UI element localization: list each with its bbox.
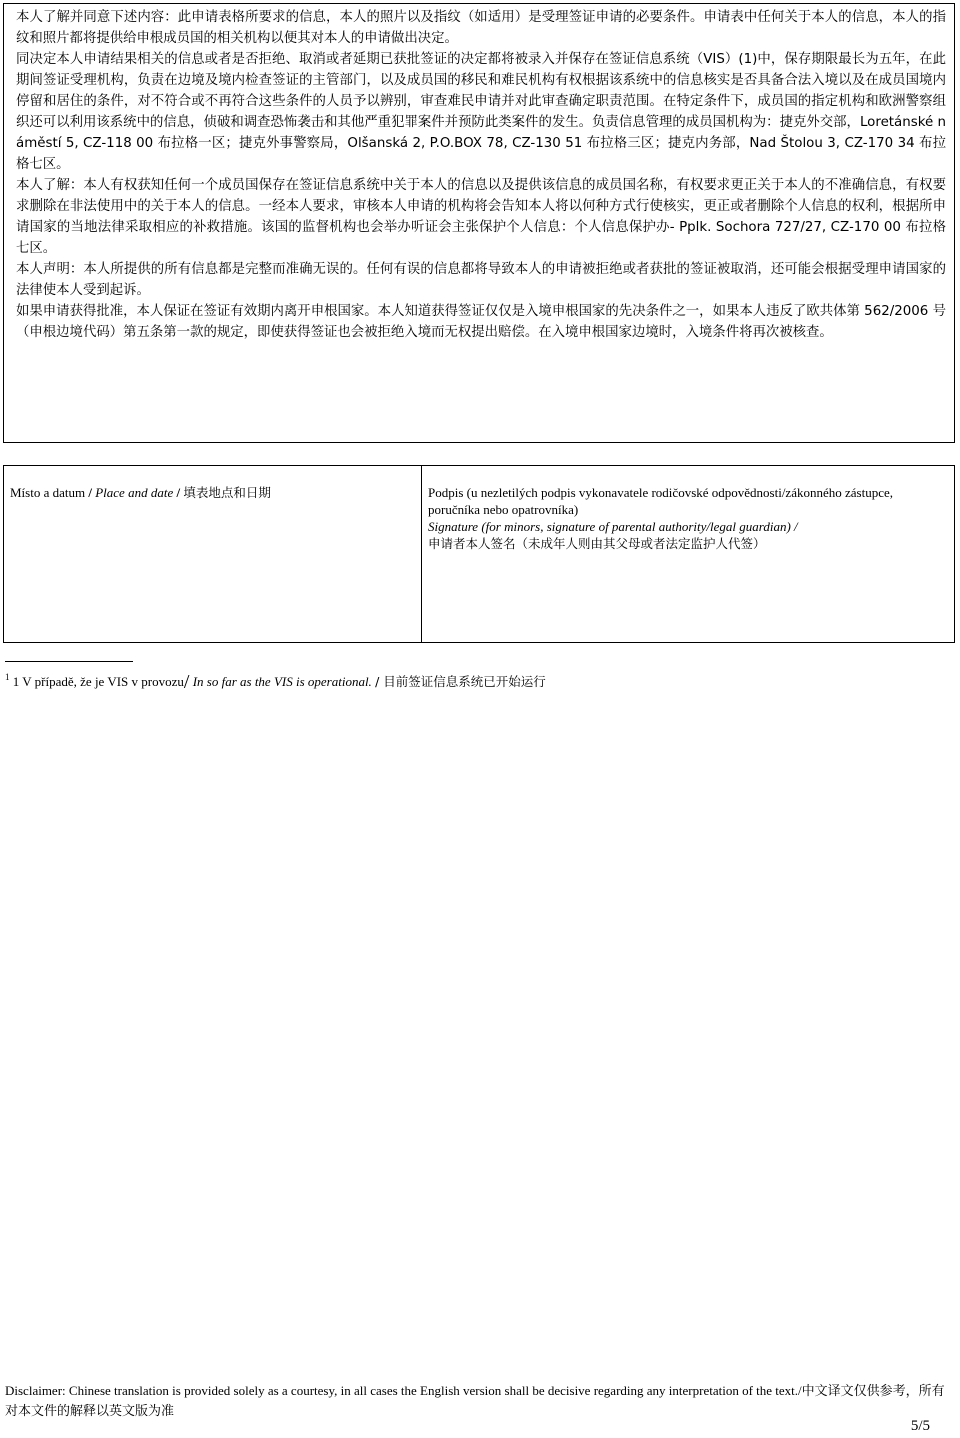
place-date-label-english: Place and date bbox=[95, 485, 174, 500]
signature-field[interactable] bbox=[422, 466, 954, 642]
place-date-label-czech: Místo a datum bbox=[10, 485, 86, 500]
label-separator: / bbox=[176, 485, 181, 500]
consent-paragraph: 如果申请获得批准，本人保证在签证有效期内离开申根国家。本人知道获得签证仅仅是入境申根国家的先决条件之一，如果本人违反了欧共体第 562/2006 号（申根边境代码）第五条第一款的规定，即使获得签证也会被拒绝入境而无权提出赔偿。在入境申根国家边境时，入境条件将再次被核查。 bbox=[16, 304, 946, 340]
signature-label-english: Signature (for minors, signature of parental authority/legal guardian) / bbox=[428, 519, 798, 534]
footnote-marker: 1 bbox=[5, 672, 10, 682]
footnote-divider bbox=[5, 661, 133, 662]
disclaimer: Disclaimer: Chinese translation is provided solely as a courtesy, in all cases the English version shall be decisive regarding any interpretation of the text./中文译文仅供参考，所有对本文件的解释以英文版为准 bbox=[5, 1383, 945, 1418]
place-date-label-chinese: 填表地点和日期 bbox=[183, 485, 271, 500]
consent-section bbox=[3, 3, 955, 443]
consent-paragraph: 本人声明：本人所提供的所有信息都是完整而准确无误的。任何有误的信息都将导致本人的申请被拒绝或者获批的签证被取消，还可能会根据受理申请国家的法律使本人受到起诉。 bbox=[16, 262, 946, 298]
consent-paragraph: 本人了解并同意下述内容：此申请表格所要求的信息，本人的照片以及指纹（如适用）是受理签证申请的必要条件。申请表中任何关于本人的信息，本人的指纹和照片都将提供给申根成员国的相关机构以便其对本人的申请做出决定。 bbox=[16, 10, 946, 46]
page-number: 5/5 bbox=[910, 1418, 930, 1434]
signature-label-czech: Podpis (u nezletilých podpis vykonavatele rodičovské odpovědnosti/zákonného zástupce, poručníka nebo opatrovníka) bbox=[428, 485, 893, 517]
footnote-separator: / bbox=[183, 671, 190, 693]
footnote-chinese: / 目前签证信息系统已开始运行 bbox=[375, 674, 546, 689]
footnote-english: In so far as the VIS is operational. bbox=[192, 674, 372, 689]
footnote-czech: V případě, že je VIS v provozu bbox=[22, 674, 184, 689]
place-date-field[interactable] bbox=[4, 466, 422, 642]
footnote bbox=[5, 668, 546, 691]
footnote-number: 1 bbox=[12, 674, 20, 689]
label-separator: / bbox=[88, 485, 92, 500]
signature-table bbox=[3, 465, 955, 643]
signature-label-chinese: 申请者本人签名（未成年人则由其父母或者法定监护人代签） bbox=[428, 536, 766, 551]
consent-paragraph: 本人了解：本人有权获知任何一个成员国保存在签证信息系统中关于本人的信息以及提供该信息的成员国名称，有权要求更正关于本人的不准确信息，有权要求删除在非法使用中的关于本人的信息。一经本人要求，审核本人申请的机构将会告知本人将以何种方式行使核实，更正或者删除个人信息的权利，根据所申请国家的当地法律采取相应的补救措施。该国的监督机构也会举办听证会主张保护个人信息：个人信息保护办- Pplk. Sochora 727/27, CZ-170 00 布拉格七区。 bbox=[16, 178, 946, 256]
consent-paragraph: 同决定本人申请结果相关的信息或者是否拒绝、取消或者延期已获批签证的决定都将被录入并保存在签证信息系统（VIS）(1)中，保存期限最长为五年，在此期间签证受理机构，负责在边境及境内检查签证的主管部门，以及成员国的移民和难民机构有权根据该系统中的信息核实是否具备合法入境以及在成员国境内停留和居住的条件，对不符合或不再符合这些条件的人员予以辨别，审查难民申请并对此审查确定职责范围。在特定条件下，成员国的指定机构和欧洲警察组织还可以利用该系统中的信息，侦破和调查恐怖袭击和其他严重犯罪案件并预防此类案件的发生。负责信息管理的成员国机构为：捷克外交部，Loretánské náměstí 5, CZ-118 00 布拉格一区；捷克外事警察局，Olšanská 2, P.O.BOX 78, CZ-130 51 布拉格三区；捷克内务部，Nad Štolou 3, CZ-170 34 布拉格七区。 bbox=[16, 52, 946, 172]
